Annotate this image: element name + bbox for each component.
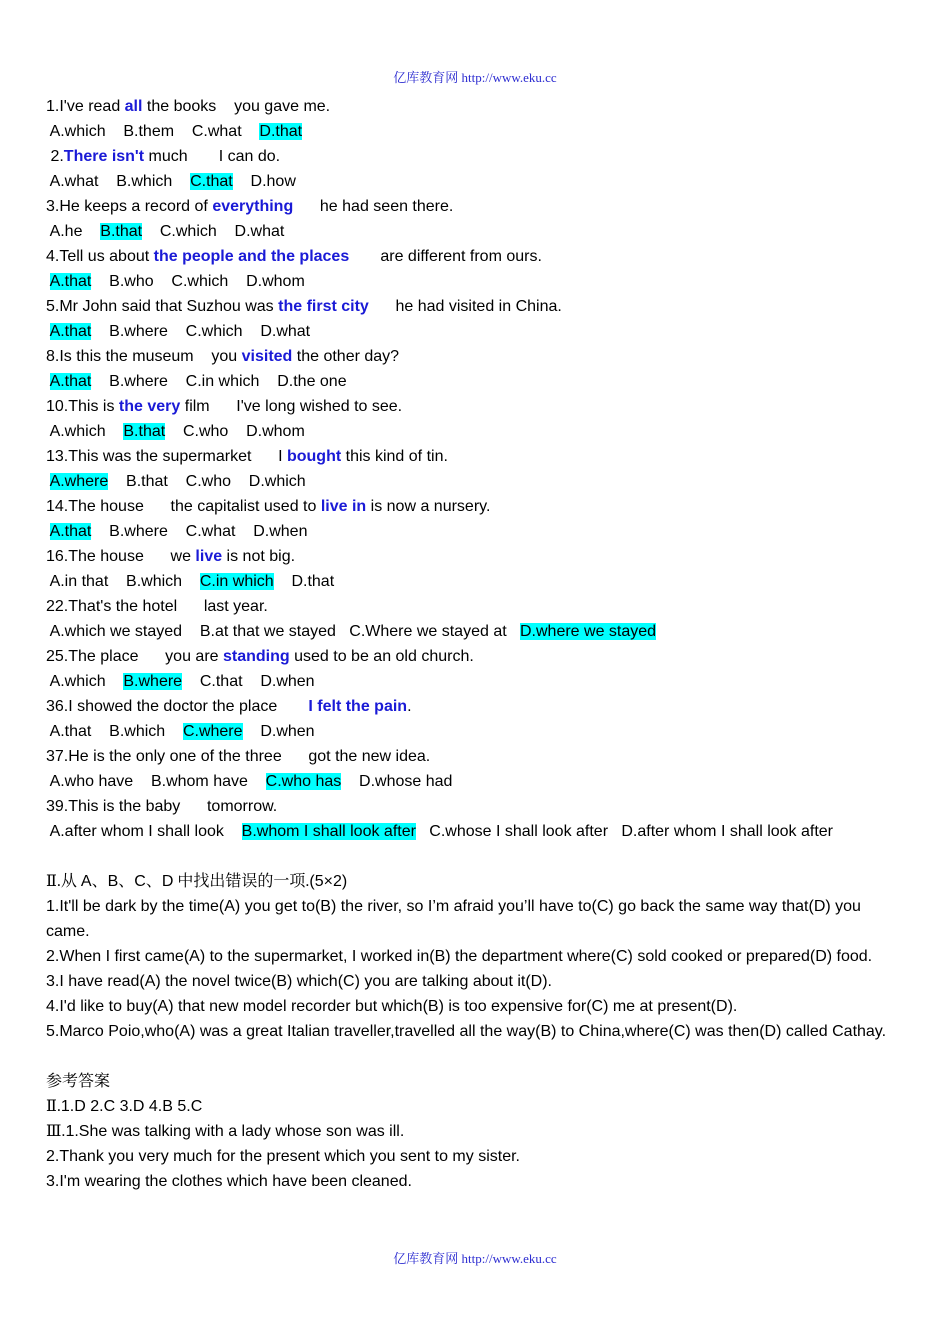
text-segment: B.where C.what D.when bbox=[91, 523, 308, 540]
text-segment: 、 bbox=[118, 873, 135, 890]
text-segment: 2. bbox=[46, 148, 64, 165]
text-segment: film I've long wished to see. bbox=[180, 398, 403, 415]
text-segment: D.when bbox=[242, 723, 315, 740]
text-segment: 、 bbox=[91, 873, 108, 890]
answer-highlight: A.that bbox=[49, 373, 92, 390]
answer-highlight: B.where bbox=[123, 673, 183, 690]
text-segment: A.which bbox=[46, 673, 124, 690]
text-segment: 22.That's the hotel last year. bbox=[46, 598, 268, 615]
section-2-heading bbox=[46, 869, 904, 894]
question-line bbox=[46, 344, 904, 369]
text-segment: D.that bbox=[273, 573, 335, 590]
page-footer: 亿库教育网 http://www.eku.cc bbox=[393, 1251, 557, 1266]
question-line bbox=[46, 294, 904, 319]
answer-highlight: A.that bbox=[49, 523, 92, 540]
text-segment: B.where C.in which D.the one bbox=[91, 373, 347, 390]
text-segment: A.which bbox=[46, 423, 124, 440]
options-line bbox=[46, 169, 904, 194]
text-segment: 25.The place you are bbox=[46, 648, 223, 665]
text-segment: A.in that B.which bbox=[46, 573, 200, 590]
text-segment: D.whose had bbox=[341, 773, 453, 790]
text-segment: B.that C.who D.which bbox=[108, 473, 306, 490]
answer-highlight: B.that bbox=[100, 223, 143, 240]
text-segment: 10.This is bbox=[46, 398, 119, 415]
keyword-highlight: the first city bbox=[278, 298, 369, 315]
keyword-highlight: I felt the pain bbox=[308, 698, 408, 715]
text-segment: is not big. bbox=[222, 548, 296, 565]
keyword-highlight: live in bbox=[320, 498, 367, 515]
keyword-highlight: visited bbox=[241, 348, 293, 365]
text-segment: 36.I showed the doctor the place bbox=[46, 698, 309, 715]
text-segment: 3.I'm wearing the clothes which have been cleaned. bbox=[46, 1173, 412, 1190]
question-line bbox=[46, 594, 904, 619]
keyword-highlight: standing bbox=[223, 648, 290, 665]
text-segment: D.how bbox=[232, 173, 296, 190]
text-segment: used to be an old church. bbox=[289, 648, 474, 665]
options-line bbox=[46, 219, 904, 244]
text-segment: 39.This is the baby tomorrow. bbox=[46, 798, 278, 815]
question-line bbox=[46, 744, 904, 769]
text-segment: 37.He is the only one of the three got the new idea. bbox=[46, 748, 431, 765]
text-segment: Ⅲ. bbox=[46, 1123, 66, 1140]
text-segment: Ⅱ.从 bbox=[46, 873, 81, 890]
question-line bbox=[46, 644, 904, 669]
question-line bbox=[46, 444, 904, 469]
answer-highlight: D.that bbox=[259, 123, 303, 140]
question-line bbox=[46, 94, 904, 119]
answers-title: 参考答案 bbox=[46, 1073, 111, 1090]
text-segment: much I can do. bbox=[144, 148, 281, 165]
text-segment: the books you gave me. bbox=[142, 98, 331, 115]
text-segment: A.which we stayed B.at that we stayed C.Where we stayed at bbox=[46, 623, 520, 640]
answer-line bbox=[46, 1094, 904, 1119]
text-segment: 1.D 2.C 3.D 4.B 5.C bbox=[60, 1098, 203, 1115]
text-segment: C.who D.whom bbox=[165, 423, 305, 440]
text-segment: A.after whom I shall look bbox=[46, 823, 242, 840]
options-line bbox=[46, 769, 904, 794]
options-line bbox=[46, 119, 904, 144]
spacer bbox=[46, 1044, 904, 1069]
text-segment: C.that D.when bbox=[182, 673, 315, 690]
text-segment: A.that B.which bbox=[46, 723, 183, 740]
keyword-highlight: all bbox=[124, 98, 143, 115]
answers-section bbox=[46, 1094, 904, 1194]
keyword-highlight: There isn't bbox=[63, 148, 145, 165]
text-segment: . bbox=[407, 698, 412, 715]
question-line bbox=[46, 494, 904, 519]
page-header: 亿库教育网 http://www.eku.cc bbox=[393, 70, 557, 85]
text-segment: Ⅱ. bbox=[46, 1098, 61, 1115]
answer-line bbox=[46, 1169, 904, 1194]
keyword-highlight: everything bbox=[212, 198, 294, 215]
text-segment: are different from ours. bbox=[349, 248, 542, 265]
options-line bbox=[46, 569, 904, 594]
text-segment: 、 bbox=[145, 873, 162, 890]
answer-highlight: C.in which bbox=[199, 573, 274, 590]
text-segment: the other day? bbox=[292, 348, 400, 365]
error-item: 5.Marco Poio,who(A) was a great Italian traveller,travelled all the way(B) to China,where(C) was then(D) called Cathay. bbox=[46, 1023, 887, 1040]
text-segment: C.which D.what bbox=[142, 223, 285, 240]
text-segment: 14.The house the capitalist used to bbox=[46, 498, 321, 515]
text-segment: B bbox=[107, 873, 119, 890]
question-line bbox=[46, 794, 904, 819]
keyword-highlight: the people and the places bbox=[153, 248, 350, 265]
text-segment: he had visited in China. bbox=[368, 298, 562, 315]
answer-highlight: D.where we stayed bbox=[520, 623, 657, 640]
text-segment: B.where C.which D.what bbox=[91, 323, 311, 340]
question-line bbox=[46, 394, 904, 419]
question-line bbox=[46, 694, 904, 719]
options-line bbox=[46, 619, 904, 644]
answer-highlight: B.whom I shall look after bbox=[241, 823, 416, 840]
question-line bbox=[46, 144, 904, 169]
options-line bbox=[46, 369, 904, 394]
error-item: 3.I have read(A) the novel twice(B) which(C) you are talking about it(D). bbox=[46, 973, 552, 990]
text-segment: A bbox=[80, 873, 92, 890]
text-segment: 4.Tell us about bbox=[46, 248, 154, 265]
text-segment: this kind of tin. bbox=[341, 448, 448, 465]
keyword-highlight: the very bbox=[118, 398, 181, 415]
options-line bbox=[46, 269, 904, 294]
error-item: 4.I'd like to buy(A) that new model recorder but which(B) is too expensive for(C) me at present(D). bbox=[46, 998, 738, 1015]
options-line bbox=[46, 319, 904, 344]
text-segment: (5×2) bbox=[309, 873, 348, 890]
answer-highlight: B.that bbox=[123, 423, 166, 440]
answer-highlight: C.who has bbox=[265, 773, 342, 790]
section-2-items bbox=[46, 894, 904, 1044]
text-segment: 3.He keeps a record of bbox=[46, 198, 213, 215]
text-segment: A.what B.which bbox=[46, 173, 191, 190]
question-line bbox=[46, 194, 904, 219]
text-segment: is now a nursery. bbox=[366, 498, 491, 515]
options-line bbox=[46, 519, 904, 544]
text-segment: A.who have B.whom have bbox=[46, 773, 266, 790]
question-line bbox=[46, 544, 904, 569]
text-segment: 8.Is this the museum you bbox=[46, 348, 242, 365]
options-line bbox=[46, 669, 904, 694]
error-item: 1.It'll be dark by the time(A) you get to(B) the river, so I’m afraid you’ll have to(C) go back the same way that(D) you came. bbox=[46, 898, 861, 940]
keyword-highlight: live bbox=[195, 548, 223, 565]
text-segment: 1.She was talking with a lady whose son was ill. bbox=[65, 1123, 405, 1140]
multiple-choice-section bbox=[46, 94, 904, 844]
text-segment: C.whose I shall look after D.after whom I shall look after bbox=[415, 823, 833, 840]
text-segment: 13.This was the supermarket I bbox=[46, 448, 287, 465]
text-segment: C bbox=[134, 873, 146, 890]
answer-line bbox=[46, 1119, 904, 1144]
text-segment: A.which B.them C.what bbox=[46, 123, 260, 140]
document-body bbox=[46, 94, 904, 1194]
text-segment: 5.Mr John said that Suzhou was bbox=[46, 298, 279, 315]
spacer bbox=[46, 844, 904, 869]
text-segment: A.he bbox=[46, 223, 101, 240]
question-line bbox=[46, 244, 904, 269]
options-line bbox=[46, 819, 904, 844]
answer-highlight: A.that bbox=[49, 273, 92, 290]
answer-line bbox=[46, 1144, 904, 1169]
answer-highlight: C.where bbox=[182, 723, 243, 740]
error-item: 2.When I first came(A) to the supermarket, I worked in(B) the department where(C) sold cooked or prepared(D) food. bbox=[46, 948, 873, 965]
options-line bbox=[46, 719, 904, 744]
text-segment: D bbox=[161, 873, 174, 890]
text-segment: 1.I've read bbox=[46, 98, 125, 115]
answer-highlight: A.that bbox=[49, 323, 92, 340]
text-segment: 2.Thank you very much for the present which you sent to my sister. bbox=[46, 1148, 520, 1165]
text-segment: 中找出错误的一项. bbox=[173, 873, 310, 890]
text-segment: he had seen there. bbox=[293, 198, 454, 215]
text-segment: 16.The house we bbox=[46, 548, 196, 565]
keyword-highlight: bought bbox=[286, 448, 342, 465]
options-line bbox=[46, 469, 904, 494]
text-segment: B.who C.which D.whom bbox=[91, 273, 305, 290]
answer-highlight: C.that bbox=[190, 173, 233, 190]
answer-highlight: A.where bbox=[49, 473, 109, 490]
options-line bbox=[46, 419, 904, 444]
